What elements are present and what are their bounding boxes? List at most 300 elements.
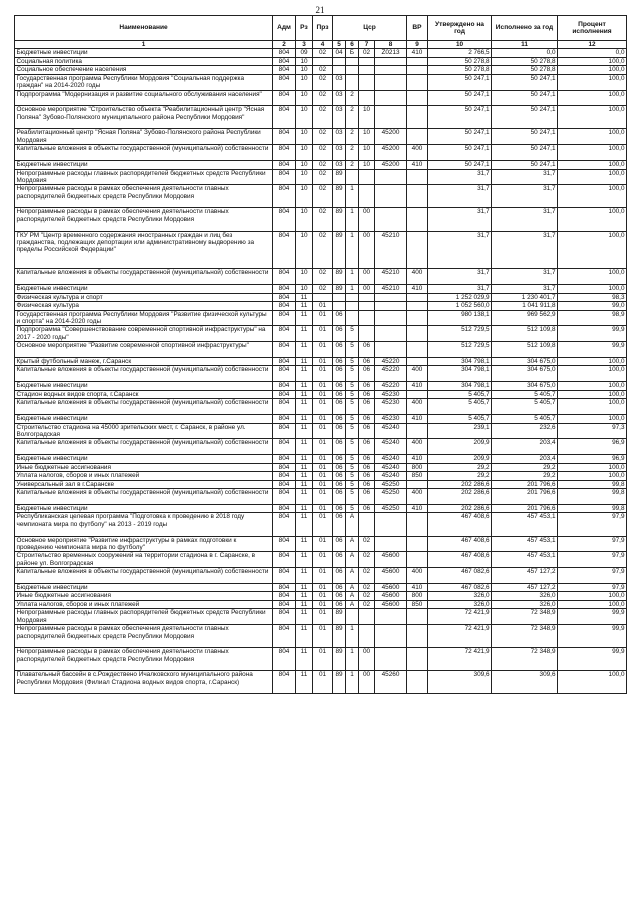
row-code: 02: [313, 169, 333, 185]
row-code: 11: [296, 600, 313, 609]
row-executed: 457 127,2: [492, 583, 558, 592]
row-code: 06: [333, 455, 346, 464]
row-approved: 1 052 560,0: [428, 302, 492, 311]
row-code: [359, 326, 375, 342]
row-percent: 99,8: [558, 480, 627, 489]
row-code: 11: [296, 671, 313, 694]
row-code: 00: [359, 285, 375, 294]
row-code: 804: [273, 285, 296, 294]
row-code: 11: [296, 302, 313, 311]
row-code: [359, 625, 375, 648]
row-code: 01: [313, 489, 333, 505]
row-code: [407, 57, 428, 66]
row-code: 09: [296, 49, 313, 58]
row-code: [407, 310, 428, 326]
row-code: 45220: [375, 357, 407, 366]
row-code: [375, 326, 407, 342]
table-row: [15, 342, 627, 358]
column-number: 10: [428, 41, 492, 49]
row-code: 01: [313, 463, 333, 472]
row-code: 45200: [375, 145, 407, 161]
row-code: [359, 66, 375, 75]
table-row: [15, 74, 627, 90]
row-code: [407, 513, 428, 536]
row-percent: 99,9: [558, 648, 627, 671]
row-code: [333, 293, 346, 302]
row-executed: 512 109,8: [492, 342, 558, 358]
row-code: 400: [407, 568, 428, 584]
row-approved: 50 247,1: [428, 161, 492, 170]
table-row: [15, 489, 627, 505]
table-row: [15, 600, 627, 609]
row-percent: 100,0: [558, 472, 627, 481]
row-code: [407, 293, 428, 302]
row-code: 804: [273, 463, 296, 472]
row-name: Иные бюджетные ассигнования: [15, 592, 273, 601]
row-code: [407, 480, 428, 489]
row-code: [346, 66, 359, 75]
row-code: 06: [333, 415, 346, 424]
row-code: [407, 609, 428, 625]
row-code: 804: [273, 106, 296, 129]
row-code: 804: [273, 49, 296, 58]
row-approved: 202 286,6: [428, 504, 492, 513]
header-name: Наименование: [15, 16, 273, 41]
row-code: 45210: [375, 231, 407, 269]
row-code: [407, 169, 428, 185]
row-executed: 29,2: [492, 463, 558, 472]
row-executed: 50 247,1: [492, 74, 558, 90]
row-percent: 100,0: [558, 169, 627, 185]
row-code: 45220: [375, 382, 407, 391]
row-code: 02: [313, 269, 333, 285]
row-percent: 100,0: [558, 600, 627, 609]
row-executed: 5 405,7: [492, 399, 558, 415]
row-percent: 97,9: [558, 583, 627, 592]
row-code: [375, 74, 407, 90]
row-code: [359, 57, 375, 66]
row-name: Уплата налогов, сборов и иных платежей: [15, 472, 273, 481]
row-code: 89: [333, 169, 346, 185]
row-approved: 467 082,6: [428, 568, 492, 584]
row-percent: 97,3: [558, 423, 627, 439]
row-code: [313, 57, 333, 66]
row-code: 5: [346, 423, 359, 439]
table-row: [15, 568, 627, 584]
row-code: 45600: [375, 552, 407, 568]
row-approved: 31,7: [428, 208, 492, 231]
row-percent: 96,9: [558, 455, 627, 464]
row-code: 11: [296, 513, 313, 536]
row-code: 00: [359, 208, 375, 231]
row-approved: 50 247,1: [428, 90, 492, 106]
row-name: Капитальные вложения в объекты государственной (муниципальной) собственности: [15, 366, 273, 382]
budget-table: [14, 15, 627, 694]
table-row: [15, 231, 627, 269]
row-approved: 5 405,7: [428, 390, 492, 399]
row-name: Подпрограмма "Модернизация и развитие социального обслуживания населения": [15, 90, 273, 106]
row-code: 06: [359, 415, 375, 424]
row-percent: 100,0: [558, 145, 627, 161]
row-code: 02: [313, 66, 333, 75]
row-approved: 512 729,5: [428, 326, 492, 342]
row-code: 02: [313, 208, 333, 231]
row-code: 804: [273, 489, 296, 505]
row-code: [359, 90, 375, 106]
row-percent: 100,0: [558, 269, 627, 285]
row-percent: 0,0: [558, 49, 627, 58]
row-code: 06: [333, 513, 346, 536]
row-executed: 31,7: [492, 285, 558, 294]
row-code: [375, 185, 407, 208]
row-percent: 100,0: [558, 57, 627, 66]
row-code: [359, 169, 375, 185]
row-percent: 96,9: [558, 439, 627, 455]
row-code: 01: [313, 671, 333, 694]
row-code: 10: [296, 208, 313, 231]
row-code: 03: [333, 90, 346, 106]
row-executed: 512 109,8: [492, 326, 558, 342]
row-code: 804: [273, 326, 296, 342]
row-code: 410: [407, 415, 428, 424]
row-percent: 100,0: [558, 671, 627, 694]
row-name: Капитальные вложения в объекты государственной (муниципальной) собственности: [15, 489, 273, 505]
table-row: [15, 552, 627, 568]
row-code: 10: [296, 106, 313, 129]
table-row: [15, 285, 627, 294]
row-approved: 50 247,1: [428, 106, 492, 129]
row-executed: 232,6: [492, 423, 558, 439]
row-code: 45600: [375, 600, 407, 609]
row-percent: 97,9: [558, 536, 627, 552]
row-code: 1: [346, 648, 359, 671]
row-code: 1: [346, 185, 359, 208]
row-code: 01: [313, 302, 333, 311]
table-row: [15, 592, 627, 601]
row-code: [375, 648, 407, 671]
row-approved: 239,1: [428, 423, 492, 439]
row-executed: 457 453,1: [492, 513, 558, 536]
row-name: Основное мероприятие "Развитие инфраструктуры в рамках подготовки к проведению чемпионата мира по футболу": [15, 536, 273, 552]
row-code: 804: [273, 592, 296, 601]
row-code: 10: [296, 129, 313, 145]
row-code: 1: [346, 208, 359, 231]
row-name: Подпрограмма "Совершенствование современной спортивной инфраструктуры" на 2017 - 2020 годы": [15, 326, 273, 342]
row-executed: 50 247,1: [492, 90, 558, 106]
row-name: Капитальные вложения в объекты государственной (муниципальной) собственности: [15, 439, 273, 455]
table-row: [15, 57, 627, 66]
row-code: 400: [407, 489, 428, 505]
row-code: 01: [313, 326, 333, 342]
row-code: 06: [333, 480, 346, 489]
row-code: [407, 302, 428, 311]
row-code: 804: [273, 648, 296, 671]
row-code: [375, 169, 407, 185]
row-approved: 1 252 029,9: [428, 293, 492, 302]
row-code: 06: [359, 463, 375, 472]
header-vr: ВР: [407, 16, 428, 41]
row-code: 804: [273, 129, 296, 145]
row-code: 2: [346, 90, 359, 106]
row-code: 02: [313, 145, 333, 161]
row-code: А: [346, 513, 359, 536]
table-row: [15, 326, 627, 342]
row-code: [375, 293, 407, 302]
row-code: 02: [313, 161, 333, 170]
row-code: 02: [359, 49, 375, 58]
row-code: 01: [313, 513, 333, 536]
row-code: 01: [313, 504, 333, 513]
table-row: [15, 169, 627, 185]
row-approved: 467 082,6: [428, 583, 492, 592]
row-code: 10: [296, 74, 313, 90]
row-code: 11: [296, 625, 313, 648]
row-code: 11: [296, 568, 313, 584]
row-code: 400: [407, 145, 428, 161]
row-code: [375, 513, 407, 536]
row-approved: 31,7: [428, 231, 492, 269]
row-approved: 980 138,1: [428, 310, 492, 326]
row-code: 02: [313, 231, 333, 269]
row-code: [375, 310, 407, 326]
row-code: Z0213: [375, 49, 407, 58]
row-approved: 5 405,7: [428, 399, 492, 415]
row-executed: 0,0: [492, 49, 558, 58]
column-number: 4: [313, 41, 333, 49]
row-code: 804: [273, 293, 296, 302]
row-percent: 99,9: [558, 342, 627, 358]
row-code: 2: [346, 106, 359, 129]
row-name: Государственная программа Республики Мордовия "Социальная поддержка граждан" на 2014-2020 годы: [15, 74, 273, 90]
row-code: 11: [296, 455, 313, 464]
row-executed: 29,2: [492, 472, 558, 481]
row-code: 45240: [375, 463, 407, 472]
row-code: 11: [296, 536, 313, 552]
row-code: [346, 57, 359, 66]
row-code: 02: [359, 568, 375, 584]
row-code: 06: [333, 342, 346, 358]
row-code: 45240: [375, 423, 407, 439]
row-code: 01: [313, 415, 333, 424]
row-code: [346, 609, 359, 625]
row-code: 01: [313, 342, 333, 358]
row-percent: 100,0: [558, 390, 627, 399]
row-code: 11: [296, 648, 313, 671]
row-name: Непрограммные расходы в рамках обеспечения деятельности главных распорядителей бюджетных средств Республики Мордовия: [15, 185, 273, 208]
row-approved: 202 286,6: [428, 489, 492, 505]
row-approved: 31,7: [428, 169, 492, 185]
row-code: 804: [273, 90, 296, 106]
row-approved: 467 408,6: [428, 552, 492, 568]
row-code: 02: [359, 552, 375, 568]
row-code: 804: [273, 472, 296, 481]
row-code: 5: [346, 504, 359, 513]
row-approved: 326,0: [428, 600, 492, 609]
row-executed: 326,0: [492, 592, 558, 601]
row-code: 10: [296, 145, 313, 161]
row-approved: 5 405,7: [428, 415, 492, 424]
row-percent: 100,0: [558, 90, 627, 106]
row-code: 410: [407, 583, 428, 592]
row-code: 804: [273, 399, 296, 415]
row-code: 804: [273, 600, 296, 609]
row-code: А: [346, 600, 359, 609]
row-code: [346, 293, 359, 302]
row-code: [375, 57, 407, 66]
row-approved: 50 247,1: [428, 129, 492, 145]
row-name: Универсальный зал в г.Саранске: [15, 480, 273, 489]
row-name: Бюджетные инвестиции: [15, 49, 273, 58]
table-row: [15, 310, 627, 326]
row-code: [407, 423, 428, 439]
row-code: 800: [407, 592, 428, 601]
row-approved: 72 421,9: [428, 648, 492, 671]
row-approved: 467 408,6: [428, 536, 492, 552]
row-code: [407, 342, 428, 358]
row-code: 00: [359, 231, 375, 269]
row-code: 400: [407, 366, 428, 382]
row-code: 01: [313, 648, 333, 671]
row-code: 03: [333, 106, 346, 129]
row-code: 804: [273, 310, 296, 326]
row-percent: 100,0: [558, 106, 627, 129]
row-code: 00: [359, 648, 375, 671]
row-executed: 969 562,9: [492, 310, 558, 326]
row-code: [407, 90, 428, 106]
table-row: [15, 366, 627, 382]
row-code: 01: [313, 552, 333, 568]
row-code: 89: [333, 269, 346, 285]
table-row: [15, 625, 627, 648]
table-row: [15, 399, 627, 415]
row-code: [375, 625, 407, 648]
row-executed: 31,7: [492, 208, 558, 231]
row-code: 02: [359, 592, 375, 601]
row-name: Иные бюджетные ассигнования: [15, 463, 273, 472]
row-code: 06: [333, 326, 346, 342]
row-code: 89: [333, 231, 346, 269]
row-code: 89: [333, 648, 346, 671]
row-executed: 5 405,7: [492, 390, 558, 399]
row-code: 11: [296, 592, 313, 601]
row-code: 00: [359, 671, 375, 694]
row-code: 11: [296, 390, 313, 399]
row-code: 01: [313, 536, 333, 552]
row-name: Строительство временных сооружений на территории стадиона в г. Саранске, в районе ул. Волгоградская: [15, 552, 273, 568]
row-code: 02: [313, 106, 333, 129]
row-code: 410: [407, 161, 428, 170]
row-executed: 50 247,1: [492, 106, 558, 129]
row-code: 804: [273, 185, 296, 208]
table-row: [15, 439, 627, 455]
row-code: 804: [273, 169, 296, 185]
row-code: 2: [346, 129, 359, 145]
row-code: 11: [296, 552, 313, 568]
row-code: 804: [273, 513, 296, 536]
table-row: [15, 648, 627, 671]
column-number: 3: [296, 41, 313, 49]
table-row: [15, 269, 627, 285]
row-code: [407, 106, 428, 129]
row-code: 02: [313, 90, 333, 106]
row-approved: 304 798,1: [428, 357, 492, 366]
row-code: 804: [273, 57, 296, 66]
row-code: 11: [296, 293, 313, 302]
row-code: [359, 513, 375, 536]
column-number: 7: [359, 41, 375, 49]
row-approved: 309,6: [428, 671, 492, 694]
row-code: 06: [359, 366, 375, 382]
row-code: 5: [346, 480, 359, 489]
row-executed: 50 278,8: [492, 66, 558, 75]
row-code: [375, 536, 407, 552]
row-executed: 72 348,9: [492, 648, 558, 671]
row-approved: 304 798,1: [428, 366, 492, 382]
row-code: 06: [333, 423, 346, 439]
row-code: 11: [296, 326, 313, 342]
row-code: 804: [273, 671, 296, 694]
row-percent: 100,0: [558, 463, 627, 472]
table-row: [15, 49, 627, 58]
row-executed: 31,7: [492, 269, 558, 285]
row-code: 06: [359, 472, 375, 481]
row-name: Бюджетные инвестиции: [15, 504, 273, 513]
row-code: [375, 609, 407, 625]
row-code: 45250: [375, 480, 407, 489]
row-executed: 304 675,0: [492, 366, 558, 382]
row-code: [375, 90, 407, 106]
row-code: 06: [333, 504, 346, 513]
table-row: [15, 504, 627, 513]
row-code: 01: [313, 480, 333, 489]
row-code: 804: [273, 439, 296, 455]
row-code: 02: [359, 583, 375, 592]
row-code: 804: [273, 390, 296, 399]
row-name: Непрограммные расходы главных распорядителей бюджетных средств Республики Мордовия: [15, 169, 273, 185]
table-row: [15, 382, 627, 391]
table-row: [15, 66, 627, 75]
row-percent: 100,0: [558, 415, 627, 424]
row-code: 06: [333, 382, 346, 391]
row-code: 02: [313, 129, 333, 145]
row-code: 804: [273, 583, 296, 592]
row-name: Стадион водных видов спорта, г.Саранск: [15, 390, 273, 399]
column-number: 2: [273, 41, 296, 49]
row-executed: 50 247,1: [492, 129, 558, 145]
row-code: 06: [333, 357, 346, 366]
header-approved: Утверждено на год: [428, 16, 492, 41]
row-code: 5: [346, 382, 359, 391]
row-code: [346, 310, 359, 326]
row-approved: 31,7: [428, 269, 492, 285]
row-code: 45240: [375, 472, 407, 481]
row-approved: 31,7: [428, 285, 492, 294]
row-percent: 100,0: [558, 285, 627, 294]
row-code: 1: [346, 269, 359, 285]
row-name: Социальное обеспечение населения: [15, 66, 273, 75]
row-code: 01: [313, 357, 333, 366]
row-code: 11: [296, 609, 313, 625]
row-code: 45250: [375, 504, 407, 513]
row-name: Физическая культура: [15, 302, 273, 311]
row-code: 10: [359, 129, 375, 145]
table-row: [15, 90, 627, 106]
row-approved: 209,9: [428, 439, 492, 455]
row-approved: 512 729,5: [428, 342, 492, 358]
row-code: 11: [296, 357, 313, 366]
row-code: 06: [359, 489, 375, 505]
row-code: [375, 342, 407, 358]
